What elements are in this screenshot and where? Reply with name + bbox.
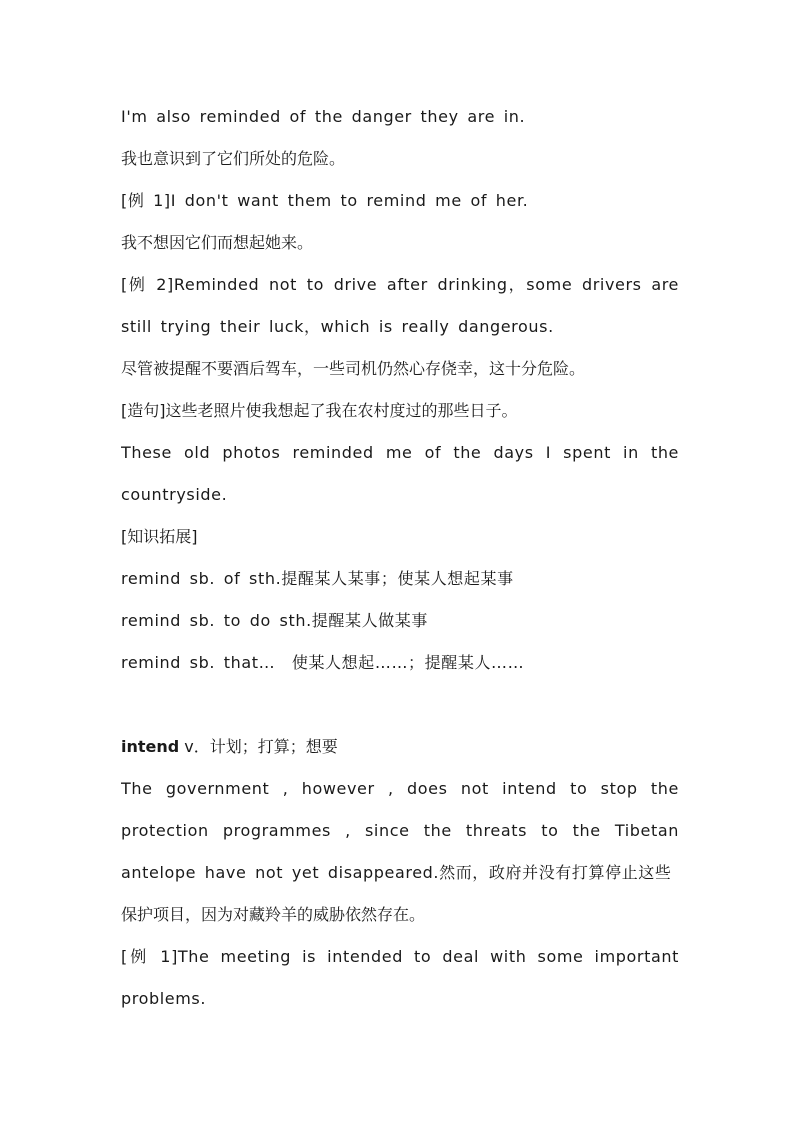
text-line: [例 2]Reminded not to drive after drinking，some drivers are: [121, 275, 679, 294]
text-line: [造句]这些老照片使我想起了我在农村度过的那些日子。: [121, 401, 518, 420]
text-line: countryside.: [121, 485, 228, 504]
text-line: remind sb. of sth.提醒某人某事；使某人想起某事: [121, 569, 514, 588]
text-line: antelope have not yet disappeared.然而，政府并没有打算停止这些: [121, 863, 672, 882]
text-line: remind sb. that… 使某人想起……；提醒某人……: [121, 653, 525, 672]
definition: v．计划；打算；想要: [179, 737, 338, 756]
entry-heading: [121, 726, 679, 768]
text-line: 我不想因它们而想起她来。: [121, 233, 314, 252]
text-line: remind sb. to do sth.提醒某人做某事: [121, 611, 428, 630]
text-line: problems.: [121, 989, 207, 1008]
text-line: [例 1]The meeting is intended to deal with some important: [121, 947, 679, 966]
text-line: 我也意识到了它们所处的危险。: [121, 149, 346, 168]
text-line: still trying their luck，which is really dangerous.: [121, 317, 554, 336]
text-line: [知识拓展]: [121, 527, 198, 546]
text-line: The government , however , does not intend to stop the: [121, 779, 679, 798]
text-line: 保护项目，因为对藏羚羊的威胁依然存在。: [121, 905, 426, 924]
document-page: [121, 96, 679, 1020]
paragraph-gap: [121, 684, 679, 726]
text-line: These old photos reminded me of the days I spent in the: [121, 443, 679, 462]
text-line: I'm also reminded of the danger they are in.: [121, 107, 526, 126]
headword: intend: [121, 737, 180, 756]
text-line: [例 1]I don't want them to remind me of her.: [121, 191, 529, 210]
text-line: protection programmes , since the threats to the Tibetan: [121, 821, 679, 840]
text-line: 尽管被提醒不要酒后驾车，一些司机仍然心存侥幸，这十分危险。: [121, 359, 586, 378]
